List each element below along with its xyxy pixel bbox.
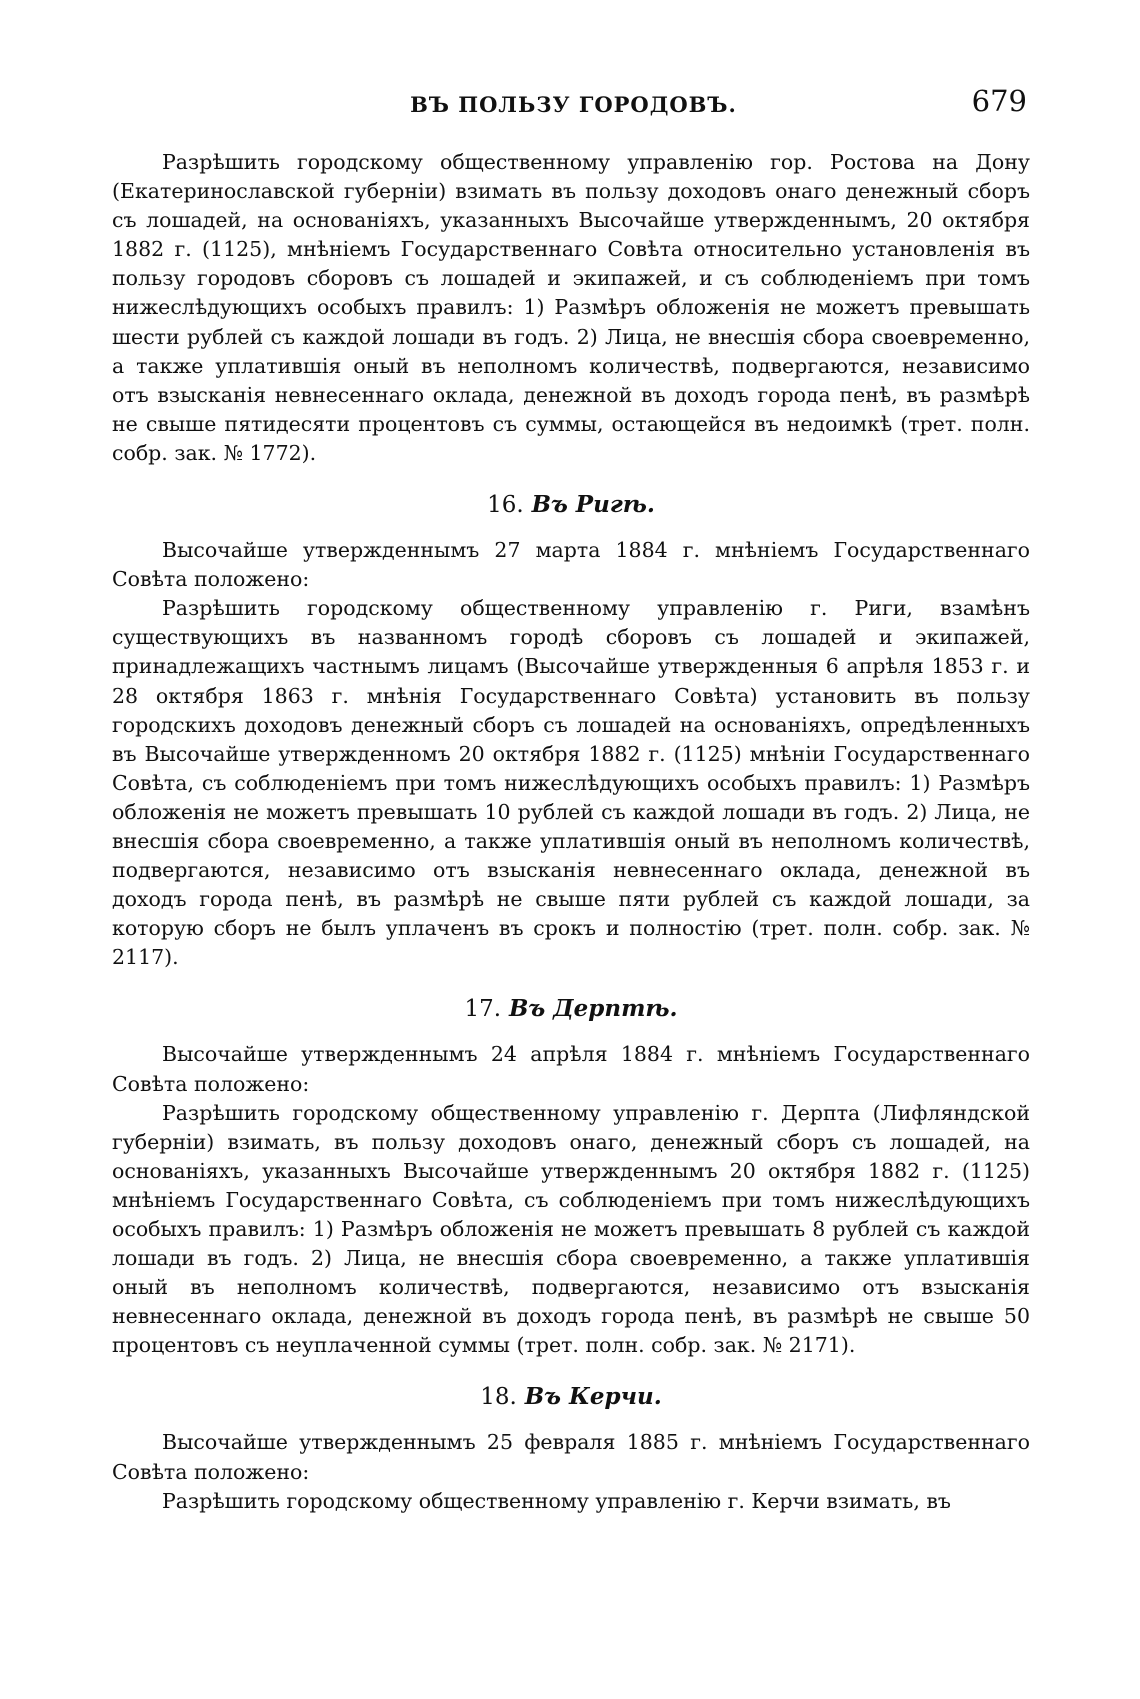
resolution-paragraph: Разрѣшить городскому общественному управленію г. Керчи взимать, въ xyxy=(162,1488,951,1513)
resolution-paragraph: Разрѣшить городскому общественному управленію г. Риги, взамѣнъ существующихъ въ названномъ городѣ сборовъ съ лошадей и экипажей, принадлежащихъ частнымъ лицамъ (Высочайше утвержденныя 6 апрѣля 1853 г. и 28 октября 1863 г. мнѣнія Государственнаго Совѣта) установить въ пользу городскихъ доходовъ денежный сборъ съ лошадей на основаніяхъ, опредѣленныхъ въ Высочайше утвержденномъ 20 октября 1882 г. (1125) мнѣніи Государственнаго Совѣта, съ соблюденіемъ при томъ нижеслѣдующихъ особыхъ правилъ: 1) Размѣръ обложенія не можетъ превышать 10 рублей съ каждой лошади въ годъ. 2) Лица, не внесшія сбора своевременно, а также уплатившія оный въ неполномъ количествѣ, подвергаются, независимо отъ взысканія невнесеннаго оклада, денежной въ доходъ города пенѣ, въ размѣрѣ не свыше пяти рублей съ каждой лошади, за которую сборъ не былъ уплаченъ въ срокъ и полностію (трет. полн. собр. зак. № 2117). xyxy=(112,596,1030,970)
section-number: 16. xyxy=(487,492,524,519)
page-number: 679 xyxy=(971,84,1027,118)
section-heading-18 xyxy=(112,1382,1030,1412)
section-number: 18. xyxy=(480,1384,517,1411)
decree-paragraph: Высочайше утвержденнымъ 25 февраля 1885 г. мнѣніемъ Государственнаго Совѣта положено: xyxy=(112,1430,1030,1484)
section-place: Въ Дерптѣ. xyxy=(509,995,678,1023)
section-number: 17. xyxy=(464,996,502,1023)
section-place: Въ Керчи. xyxy=(524,1383,662,1411)
section-heading-16 xyxy=(112,490,1030,520)
running-header xyxy=(120,84,1027,124)
decree-paragraph: Высочайше утвержденнымъ 27 марта 1884 г. мнѣніемъ Государственнаго Совѣта положено: xyxy=(112,538,1030,592)
running-title: ВЪ ПОЛЬЗУ ГОРОДОВЪ. xyxy=(410,92,737,117)
section-heading-17 xyxy=(112,994,1030,1024)
intro-paragraph: Разрѣшить городскому общественному управленію гор. Ростова на Дону (Екатеринославской губерніи) взимать въ пользу доходовъ онаго денежный сборъ съ лошадей, на основаніяхъ, указанныхъ Высочайше утвержденнымъ, 20 октября 1882 г. (1125), мнѣніемъ Государственнаго Совѣта относительно установленія въ пользу городовъ сборовъ съ лошадей и экипажей, и съ соблюденіемъ при томъ нижеслѣдующихъ особыхъ правилъ: 1) Размѣръ обложенія не можетъ превышать шести рублей съ каждой лошади въ годъ. 2) Лица, не внесшія сбора своевременно, а также уплатившія оный въ неполномъ количествѣ, подвергаются, независимо отъ взысканія невнесеннаго оклада, денежной въ доходъ города пенѣ, въ размѣрѣ не свыше пятидесяти процентовъ съ суммы, остающейся въ недоимкѣ (трет. полн. собр. зак. № 1772). xyxy=(112,150,1030,465)
section-place: Въ Ригѣ. xyxy=(531,491,655,519)
decree-paragraph: Высочайше утвержденнымъ 24 апрѣля 1884 г. мнѣніемъ Государственнаго Совѣта положено: xyxy=(112,1042,1030,1096)
body-text xyxy=(112,148,1030,1516)
resolution-paragraph: Разрѣшить городскому общественному управленію г. Дерпта (Лифляндской губерніи) взимать, въ пользу доходовъ онаго, денежный сборъ съ лошадей, на основаніяхъ, указанныхъ Высочайше утвержденнымъ 20 октября 1882 г. (1125) мнѣніемъ Государственнаго Совѣта, съ соблюденіемъ при томъ нижеслѣдующихъ особыхъ правилъ: 1) Размѣръ обложенія не можетъ превышать 8 рублей съ каждой лошади въ годъ. 2) Лица, не внесшія сбора своевременно, а также уплатившія оный въ неполномъ количествѣ, подвергаются, независимо отъ взысканія невнесеннаго оклада, денежной въ доходъ города пенѣ, въ размѣрѣ не свыше 50 процентовъ съ неуплаченной суммы (трет. полн. собр. зак. № 2171). xyxy=(112,1100,1030,1358)
